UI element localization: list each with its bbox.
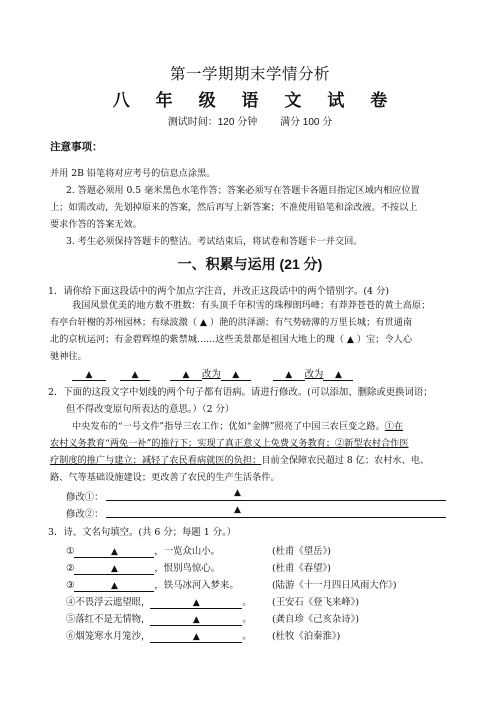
q1-passage-line-2: 有亭台轩榭的苏州园林；有绿波激（ ▲ ）滟的洪泽湖；有气势磅薄的万里长城；有贯通南 xyxy=(50,317,413,328)
q3-stem: 3．诗、文名句填空。(共 6 分；每题 1 分。） xyxy=(48,527,237,538)
triangle-icon: ▲ xyxy=(232,370,240,380)
triangle-icon: ▲ xyxy=(131,370,139,380)
triangle-icon: ▲ xyxy=(285,370,293,380)
q1-stem: 1．请你给下面这段话中的两个加点字注音，并改正这段话中的两个错别字。(4 分) xyxy=(48,286,389,297)
q3-blank-3[interactable] xyxy=(74,580,154,592)
q3-blank-2[interactable] xyxy=(74,563,154,575)
triangle-icon: ▲ xyxy=(110,581,118,591)
triangle-icon: ▲ xyxy=(110,564,118,574)
q2-passage-line-4: 路、气等基础设施建设；更改善了农民的生产生活条件。 xyxy=(50,472,280,483)
triangle-icon: ▲ xyxy=(234,488,241,498)
q3-item-1-source: (杜甫《望岳》) xyxy=(272,546,331,557)
q1-blank-6[interactable] xyxy=(323,369,353,381)
note-1: 并用 2B 铅笔将对应考号的信息点涂黑。 xyxy=(50,168,216,179)
note-2-line-1: 2. 答题必须用 0.5 毫米黑色水笔作答；答案必须写在答题卡各题目指定区域内相应位置 xyxy=(66,185,420,196)
q1-blank-1[interactable] xyxy=(72,369,106,381)
q1-passage-line-3: 北的京杭运河；有金碧辉煌的紫禁城……这些美景都是祖国大地上的瑰（ ▲ ）宝；令人心 xyxy=(50,334,413,345)
q3-item-1: ① ▲ ，一览众山小。 xyxy=(66,546,221,557)
note-3: 3. 考生必须保持答题卡的整洁。考试结束后，将试卷和答题卡一并交回。 xyxy=(66,236,363,247)
q1-fix-2-label: 改为 xyxy=(304,369,324,380)
q2-stem-line-1: 2．下面的这段文字中划线的两个句子都有语病。请进行修改。(可以添加、删除或更换词语； xyxy=(48,387,433,398)
q2-passage-line-1: 中央发布的“一号文件”指导三农工作；优如“金牌”照亮了中国三农巨变之路。①在 xyxy=(72,421,404,432)
q2-passage-line-3: 疗制度的推广与建立；减轻了农民看病就医的负担；目前全保障农民超过 8 亿；农村水、电、 xyxy=(50,455,430,466)
exam-subtitle: 八 年 级 语 文 试 卷 xyxy=(112,91,398,111)
triangle-icon: ▲ xyxy=(192,615,200,625)
exam-score: 满分 100 分 xyxy=(280,117,333,128)
q2-stem-line-2: 但不得改变原句所表达的意思。）（2 分） xyxy=(66,404,235,415)
note-2-line-2: 上；如需改动，先划掉原来的答案，然后再写上新答案；不准使用铅笔和涂改液。不按以上 xyxy=(50,202,418,213)
q3-item-2: ② ▲ ，恨别鸟惊心。 xyxy=(66,563,221,574)
q1-passage-line-1: 我国风景优美的地方数不胜数：有头顶千年积雪的珠穆朗玛峰；有莽莽苍苍的黄土高原； xyxy=(72,300,431,311)
q3-item-5: ⑤落红不是无情物， ▲ 。 xyxy=(66,614,252,625)
q2-revision-2-label: 修改②： xyxy=(66,509,104,520)
triangle-icon: ▲ xyxy=(234,505,241,515)
q3-item-4-source: (王安石《登飞来峰》) xyxy=(272,597,359,608)
q1-answer-row xyxy=(72,366,353,381)
q3-item-3-source: (陆游《十一月四日风雨大作》) xyxy=(272,580,397,591)
q3-item-2-source: (杜甫《春望》) xyxy=(272,563,331,574)
notes-heading: 注意事项： xyxy=(50,141,103,153)
exam-time: 测试时间：120 分钟 xyxy=(167,117,258,128)
q1-blank-5[interactable] xyxy=(273,369,305,381)
exam-meta xyxy=(0,113,500,128)
q2-revision-1-line[interactable] xyxy=(106,500,446,501)
exam-title: 第一学期期末学情分析 xyxy=(169,65,330,83)
q3-item-6: ⑥烟笼寒水月笼沙， ▲ 。 xyxy=(66,631,252,642)
q3-item-4: ④不畏浮云遮望眼， ▲ 。 xyxy=(66,597,252,608)
q1-blank-3[interactable] xyxy=(170,369,202,381)
q3-blank-6[interactable] xyxy=(150,631,242,643)
q3-item-5-source: (龚自珍《己亥杂诗》) xyxy=(272,614,359,625)
q2-revision-1-label: 修改①： xyxy=(66,492,104,503)
triangle-icon: ▲ xyxy=(334,370,342,380)
q1-blank-4[interactable] xyxy=(221,369,251,381)
triangle-icon: ▲ xyxy=(192,632,200,642)
q3-item-6-source: (杜牧《泊秦淮》) xyxy=(272,631,341,642)
triangle-icon: ▲ xyxy=(192,598,200,608)
q2-revision-2-line[interactable] xyxy=(106,517,446,518)
q3-blank-5[interactable] xyxy=(150,614,242,626)
q1-fix-1-label: 改为 xyxy=(201,369,221,380)
triangle-icon: ▲ xyxy=(85,370,93,380)
q1-passage-line-4: 驰神往。 xyxy=(50,351,87,362)
q1-blank-2[interactable] xyxy=(120,369,150,381)
triangle-icon: ▲ xyxy=(182,370,190,380)
q3-blank-4[interactable] xyxy=(150,597,242,609)
q2-passage-line-2: 农村义务教育“两免一补”的推行下；实现了真正意义上免费义务教育；②新型农村合作医 xyxy=(50,438,409,449)
q3-blank-1[interactable] xyxy=(74,546,154,558)
q3-item-3: ③ ▲ ，铁马冰河入梦来。 xyxy=(66,580,239,591)
section-1-title: 一、积累与运用 (21 分) xyxy=(177,256,323,272)
note-2-line-3: 要求作答的答案无效。 xyxy=(50,219,142,230)
triangle-icon: ▲ xyxy=(110,547,118,557)
